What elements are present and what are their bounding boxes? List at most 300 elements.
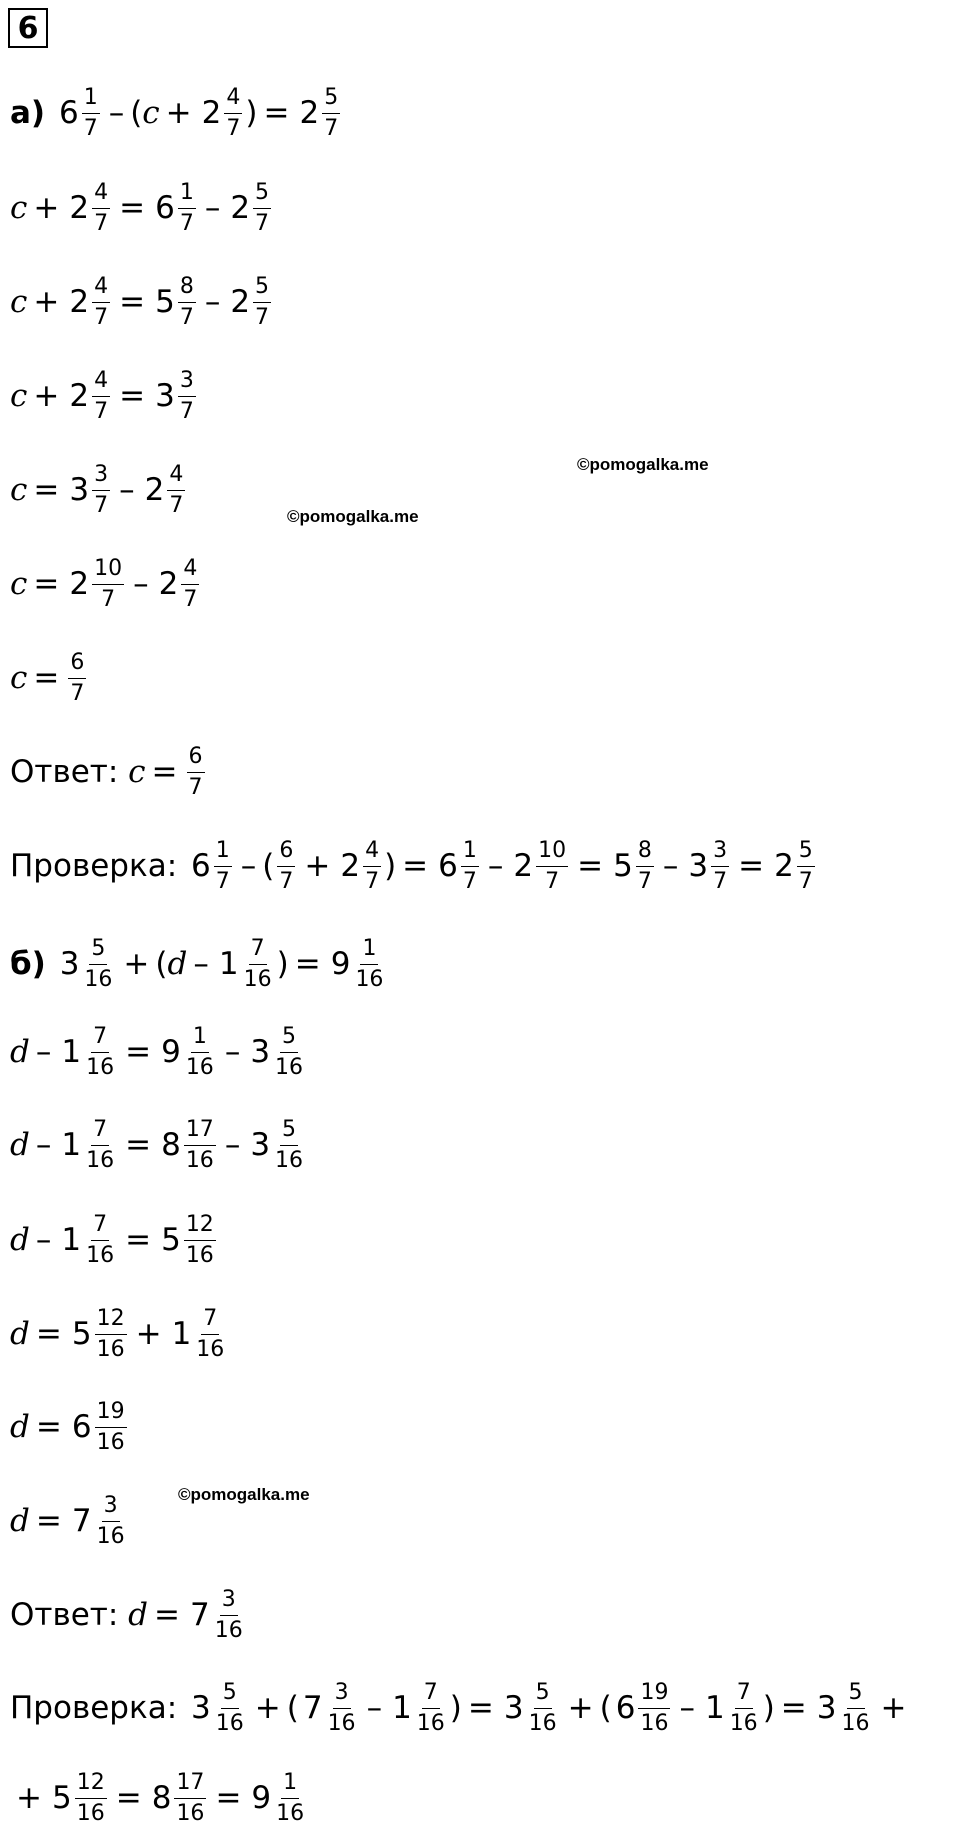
- mixed-number: [246, 1118, 308, 1171]
- text: (: [130, 94, 143, 131]
- equation-line: [10, 650, 89, 706]
- fraction: [273, 1025, 305, 1078]
- mixed-number: [186, 1588, 248, 1641]
- denominator: 16: [76, 1800, 105, 1826]
- denominator: 16: [96, 1336, 125, 1362]
- fraction: [82, 937, 114, 990]
- numerator: 5: [847, 1681, 865, 1708]
- numerator: 7: [422, 1681, 440, 1708]
- denominator: 16: [96, 1429, 125, 1455]
- numerator: 7: [249, 937, 267, 964]
- mixed-number: [770, 839, 818, 892]
- denominator: 7: [637, 868, 652, 894]
- operator: =: [35, 1502, 62, 1539]
- equation-line: [10, 1212, 219, 1268]
- numerator: 3: [220, 1588, 238, 1615]
- denominator: 16: [86, 1054, 115, 1080]
- numerator: 5: [534, 1681, 552, 1708]
- numerator: 3: [711, 839, 729, 866]
- variable: d: [10, 1126, 30, 1163]
- whole-part: 6: [191, 847, 211, 884]
- part-label: а): [10, 94, 46, 131]
- text: ): [384, 847, 397, 884]
- denominator: 7: [94, 304, 109, 330]
- denominator: 7: [713, 868, 728, 894]
- whole-part: 2: [201, 94, 222, 131]
- denominator: 7: [324, 115, 339, 141]
- operator: –: [35, 1126, 52, 1163]
- operator: –: [133, 565, 149, 602]
- denominator: 16: [185, 1054, 214, 1080]
- operator: =: [33, 471, 60, 508]
- mixed-number: [247, 1771, 309, 1824]
- denominator: 16: [355, 966, 384, 992]
- fraction: [415, 1681, 447, 1734]
- whole-part: 2: [774, 847, 794, 884]
- denominator: 7: [179, 398, 194, 424]
- fraction: [711, 839, 729, 892]
- whole-part: 6: [615, 1689, 636, 1726]
- whole-part: 2: [299, 94, 320, 131]
- denominator: 16: [276, 1800, 305, 1826]
- whole-part: 5: [155, 283, 175, 320]
- mixed-number: [215, 937, 277, 990]
- numerator: 4: [92, 181, 110, 208]
- whole-part: 8: [161, 1126, 181, 1163]
- fraction: [273, 1118, 305, 1171]
- text: (: [599, 1689, 612, 1726]
- operator: –: [662, 847, 679, 884]
- numerator: 7: [91, 1213, 109, 1240]
- equation-line: [10, 936, 388, 992]
- equation-line: [10, 744, 208, 800]
- operator: =: [33, 565, 60, 602]
- mixed-number: [141, 463, 189, 516]
- whole-part: 1: [704, 1689, 725, 1726]
- fraction: [213, 1588, 245, 1641]
- whole-part: 7: [302, 1689, 323, 1726]
- denominator: 7: [179, 210, 194, 236]
- numerator: 4: [92, 275, 110, 302]
- mixed-number: [327, 937, 389, 990]
- numerator: 3: [333, 1681, 351, 1708]
- equation-line: [10, 1770, 309, 1826]
- operator: =: [215, 1779, 242, 1816]
- mixed-number: [68, 1494, 130, 1547]
- numerator: 1: [191, 1025, 209, 1052]
- operator: +: [123, 945, 150, 982]
- whole-part: 3: [69, 471, 90, 508]
- whole-part: 3: [155, 377, 175, 414]
- fraction: [92, 181, 110, 234]
- operator: +: [304, 847, 331, 884]
- whole-part: 3: [191, 1689, 211, 1726]
- operator: =: [402, 847, 429, 884]
- whole-part: 2: [158, 565, 179, 602]
- equation-line: [10, 1024, 308, 1080]
- numerator: 8: [636, 839, 654, 866]
- variable: c: [142, 94, 160, 131]
- fraction: [461, 839, 479, 892]
- mixed-number: [65, 557, 127, 610]
- numerator: 5: [322, 86, 340, 113]
- whole-part: 2: [69, 377, 90, 414]
- operator: =: [738, 847, 765, 884]
- equation-line: [10, 1306, 229, 1362]
- fraction: [728, 1681, 760, 1734]
- variable: c: [10, 659, 28, 696]
- variable: c: [10, 471, 28, 508]
- watermark: ©pomogalka.me: [178, 1485, 310, 1504]
- mixed-number: [388, 1681, 450, 1734]
- numerator: 5: [253, 275, 271, 302]
- text: ): [762, 1689, 775, 1726]
- mixed-number: [609, 839, 657, 892]
- mixed-number: [151, 369, 199, 422]
- numerator: 12: [184, 1213, 216, 1240]
- whole-part: 3: [688, 847, 709, 884]
- text: (: [286, 1689, 299, 1726]
- denominator: 7: [365, 868, 380, 894]
- denominator: 7: [94, 492, 109, 518]
- task-number: 6: [17, 10, 39, 46]
- fraction: [326, 1681, 358, 1734]
- denominator: 7: [798, 868, 813, 894]
- numerator: 4: [363, 839, 381, 866]
- watermark: ©pomogalka.me: [577, 455, 709, 474]
- equation-line: [10, 1493, 130, 1549]
- mixed-number: [68, 1307, 130, 1360]
- operator: –: [366, 1689, 383, 1726]
- fraction: [184, 1213, 216, 1266]
- mixed-number: [55, 86, 103, 139]
- numerator: 17: [184, 1118, 216, 1145]
- mixed-number: [148, 1771, 210, 1824]
- denominator: 16: [729, 1710, 758, 1736]
- numerator: 5: [280, 1118, 298, 1145]
- denominator: 7: [70, 680, 85, 706]
- denominator: 7: [101, 586, 116, 612]
- mixed-number: [226, 275, 274, 328]
- fraction: [92, 463, 110, 516]
- denominator: 7: [188, 774, 203, 800]
- mixed-number: [612, 1681, 674, 1734]
- denominator: 16: [275, 1147, 304, 1173]
- equation-line: [10, 368, 199, 424]
- whole-part: 6: [155, 189, 175, 226]
- whole-part: 8: [151, 1779, 172, 1816]
- operator: –: [224, 1033, 241, 1070]
- whole-part: 1: [218, 945, 239, 982]
- denominator: 7: [255, 210, 270, 236]
- denominator: 16: [196, 1336, 225, 1362]
- numerator: 1: [214, 839, 232, 866]
- numerator: 12: [75, 1771, 107, 1798]
- variable: c: [10, 189, 28, 226]
- fraction: [253, 181, 271, 234]
- fraction: [167, 463, 185, 516]
- variable: d: [128, 1596, 149, 1633]
- fraction: [322, 86, 340, 139]
- fraction: [178, 275, 196, 328]
- operator: +: [254, 1689, 281, 1726]
- mixed-number: [434, 839, 482, 892]
- whole-part: 6: [438, 847, 458, 884]
- mixed-number: [684, 839, 732, 892]
- numerator: 7: [201, 1307, 219, 1334]
- equation-line: [10, 1680, 913, 1736]
- whole-part: 5: [613, 847, 633, 884]
- fraction: [527, 1681, 559, 1734]
- numerator: 7: [91, 1025, 109, 1052]
- whole-part: 2: [69, 283, 90, 320]
- mixed-number: [151, 181, 199, 234]
- watermark: ©pomogalka.me: [287, 507, 419, 526]
- operator: +: [880, 1689, 907, 1726]
- fraction: [274, 1771, 306, 1824]
- fraction: [277, 839, 295, 892]
- whole-part: 9: [251, 1779, 272, 1816]
- mixed-number: [155, 557, 203, 610]
- numerator: 6: [68, 651, 86, 678]
- fraction: [242, 937, 274, 990]
- denominator: 16: [275, 1054, 304, 1080]
- variable: d: [10, 1221, 30, 1258]
- operator: =: [154, 1596, 181, 1633]
- numerator: 12: [95, 1307, 127, 1334]
- whole-part: 2: [513, 847, 534, 884]
- whole-part: 5: [71, 1315, 92, 1352]
- mixed-number: [246, 1025, 308, 1078]
- equation-line: [10, 1399, 130, 1455]
- numerator: 7: [91, 1118, 109, 1145]
- numerator: 4: [92, 369, 110, 396]
- operator: +: [165, 94, 192, 131]
- operator: =: [294, 945, 321, 982]
- fraction: [92, 369, 110, 422]
- mixed-number: [48, 1771, 110, 1824]
- equation-line: [10, 85, 343, 141]
- mixed-number: [65, 181, 113, 234]
- operator: =: [577, 847, 604, 884]
- fraction: [353, 937, 385, 990]
- mixed-number: [299, 1681, 361, 1734]
- whole-part: 3: [59, 945, 80, 982]
- whole-part: 2: [69, 189, 90, 226]
- variable: c: [128, 753, 146, 790]
- denominator: 16: [416, 1710, 445, 1736]
- equation-line: [10, 1587, 248, 1643]
- fraction: [840, 1681, 872, 1734]
- mixed-number: [65, 651, 89, 704]
- numerator: 3: [178, 369, 196, 396]
- denominator: 7: [94, 210, 109, 236]
- operator: =: [151, 753, 178, 790]
- operator: +: [33, 377, 60, 414]
- fraction: [636, 839, 654, 892]
- mixed-number: [65, 275, 113, 328]
- operator: –: [119, 471, 135, 508]
- whole-part: 1: [61, 1221, 82, 1258]
- operator: +: [33, 283, 60, 320]
- denominator: 7: [226, 115, 241, 141]
- operator: =: [119, 189, 146, 226]
- equation-line: [10, 274, 274, 330]
- mixed-number: [157, 1025, 219, 1078]
- mixed-number: [57, 1025, 119, 1078]
- fraction: [178, 369, 196, 422]
- whole-part: 1: [61, 1126, 82, 1163]
- denominator: 16: [96, 1523, 125, 1549]
- text: (: [155, 945, 168, 982]
- denominator: 16: [84, 966, 113, 992]
- denominator: 16: [640, 1710, 669, 1736]
- fraction: [82, 86, 100, 139]
- numerator: 6: [187, 745, 205, 772]
- operator: –: [679, 1689, 695, 1726]
- operator: =: [263, 94, 290, 131]
- mixed-number: [187, 839, 235, 892]
- mixed-number: [57, 1118, 119, 1171]
- fraction: [95, 1400, 127, 1453]
- operator: –: [240, 847, 257, 884]
- numerator: 6: [277, 839, 295, 866]
- whole-part: 6: [58, 94, 79, 131]
- fraction: [92, 275, 110, 328]
- operator: +: [567, 1689, 594, 1726]
- whole-part: 5: [51, 1779, 72, 1816]
- numerator: 1: [360, 937, 378, 964]
- mixed-number: [184, 745, 208, 798]
- numerator: 1: [178, 181, 196, 208]
- variable: d: [10, 1315, 30, 1352]
- operator: –: [487, 847, 504, 884]
- mixed-number: [226, 181, 274, 234]
- whole-part: 6: [71, 1408, 92, 1445]
- whole-part: 9: [161, 1033, 181, 1070]
- equation-line: [10, 1117, 308, 1173]
- whole-part: 7: [71, 1502, 92, 1539]
- fraction: [638, 1681, 670, 1734]
- equation-line: [10, 556, 202, 612]
- variable: c: [10, 283, 28, 320]
- numerator: 1: [82, 86, 100, 113]
- mixed-number: [295, 86, 343, 139]
- mixed-number: [151, 275, 199, 328]
- fraction: [75, 1771, 107, 1824]
- numerator: 17: [174, 1771, 206, 1798]
- numerator: 8: [178, 275, 196, 302]
- operator: =: [115, 1779, 142, 1816]
- numerator: 7: [735, 1681, 753, 1708]
- fraction: [797, 839, 815, 892]
- fraction: [184, 1118, 216, 1171]
- denominator: 16: [185, 1147, 214, 1173]
- operator: +: [16, 1779, 42, 1816]
- numerator: 5: [253, 181, 271, 208]
- numerator: 5: [89, 937, 107, 964]
- whole-part: 2: [69, 565, 90, 602]
- variable: d: [167, 945, 188, 982]
- operator: =: [125, 1126, 152, 1163]
- denominator: 7: [545, 868, 560, 894]
- variable: c: [10, 377, 28, 414]
- whole-part: 1: [61, 1033, 82, 1070]
- mixed-number: [198, 86, 246, 139]
- fraction: [95, 1494, 127, 1547]
- numerator: 4: [167, 463, 185, 490]
- denominator: 16: [86, 1242, 115, 1268]
- mixed-number: [65, 369, 113, 422]
- numerator: 4: [224, 86, 242, 113]
- fraction: [187, 745, 205, 798]
- denominator: 16: [214, 1617, 243, 1643]
- operator: =: [33, 659, 60, 696]
- numerator: 10: [92, 557, 124, 584]
- mixed-number: [509, 839, 571, 892]
- mixed-number: [500, 1681, 562, 1734]
- denominator: 16: [841, 1710, 870, 1736]
- operator: –: [35, 1221, 52, 1258]
- numerator: 5: [280, 1025, 298, 1052]
- fraction: [95, 1307, 127, 1360]
- fraction: [224, 86, 242, 139]
- whole-part: 3: [816, 1689, 837, 1726]
- denominator: 7: [462, 868, 477, 894]
- denominator: 16: [243, 966, 272, 992]
- whole-part: 7: [190, 1596, 210, 1633]
- operator: –: [35, 1033, 52, 1070]
- denominator: 7: [183, 586, 198, 612]
- mixed-number: [274, 839, 298, 892]
- whole-part: 3: [250, 1126, 271, 1163]
- numerator: 10: [536, 839, 568, 866]
- equation-line: [10, 838, 818, 894]
- fraction: [194, 1307, 226, 1360]
- operator: –: [204, 283, 221, 320]
- numerator: 3: [102, 1494, 120, 1521]
- fraction: [84, 1118, 116, 1171]
- whole-part: 1: [392, 1689, 412, 1726]
- whole-part: 2: [230, 283, 251, 320]
- operator: –: [108, 94, 125, 131]
- mixed-number: [168, 1307, 230, 1360]
- whole-part: 1: [171, 1315, 192, 1352]
- operator: +: [135, 1315, 162, 1352]
- whole-part: 2: [144, 471, 165, 508]
- denominator: 16: [86, 1147, 115, 1173]
- fraction: [253, 275, 271, 328]
- whole-part: 2: [230, 189, 251, 226]
- denominator: 7: [169, 492, 184, 518]
- fraction: [363, 839, 381, 892]
- operator: –: [204, 189, 221, 226]
- fraction: [68, 651, 86, 704]
- variable: d: [10, 1502, 30, 1539]
- numerator: 5: [221, 1681, 239, 1708]
- mixed-number: [701, 1681, 763, 1734]
- whole-part: 5: [161, 1221, 181, 1258]
- numerator: 4: [181, 557, 199, 584]
- numerator: 19: [95, 1400, 127, 1427]
- fraction: [84, 1025, 116, 1078]
- mixed-number: [56, 937, 118, 990]
- operator: =: [125, 1221, 152, 1258]
- fraction: [174, 1771, 206, 1824]
- equation-line: [10, 462, 188, 518]
- text: Проверка:: [10, 847, 187, 884]
- operator: =: [119, 283, 146, 320]
